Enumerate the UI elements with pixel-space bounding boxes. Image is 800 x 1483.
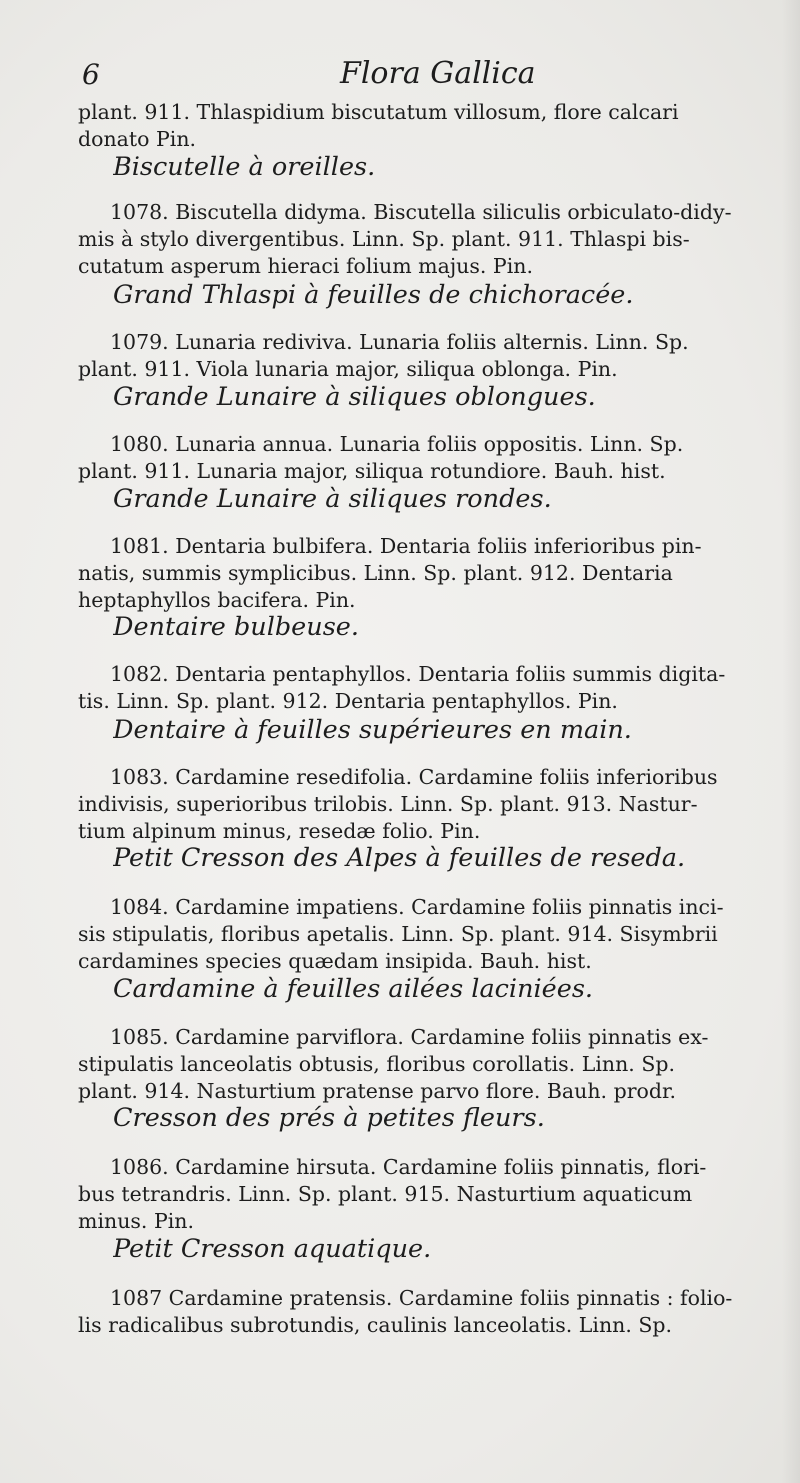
text-line: indivisis, superioribus trilobis. Linn. Sp. plant. 913. Nastur- (78, 792, 698, 816)
entry-line: 1086. Cardamine hirsuta. Cardamine foliis pinnatis, flori- (110, 1155, 707, 1179)
french-name: Grand Thlaspi à feuilles de chichoracée. (113, 280, 634, 310)
entry-line: 1079. Lunaria rediviva. Lunaria foliis alternis. Linn. Sp. (110, 330, 689, 354)
text-line: natis, summis symplicibus. Linn. Sp. plant. 912. Dentaria (78, 561, 673, 585)
entry-line: 1083. Cardamine resedifolia. Cardamine foliis inferioribus (110, 765, 718, 789)
text-line: lis radicalibus subrotundis, caulinis lanceolatis. Linn. Sp. (78, 1313, 673, 1337)
text-line: donato Pin. (78, 127, 197, 151)
text-line: bus tetrandris. Linn. Sp. plant. 915. Nasturtium aquaticum (78, 1182, 693, 1206)
french-name: Dentaire bulbeuse. (113, 612, 359, 642)
french-name: Cardamine à feuilles ailées laciniées. (113, 974, 594, 1004)
french-name: Petit Cresson aquatique. (113, 1234, 432, 1264)
text-line: tium alpinum minus, resedæ folio. Pin. (78, 819, 481, 843)
text-line: sis stipulatis, floribus apetalis. Linn. Sp. plant. 914. Sisymbrii (78, 922, 718, 946)
entry-line: 1078. Biscutella didyma. Biscutella siliculis orbiculato-didy- (110, 200, 732, 224)
entry-line: 1081. Dentaria bulbifera. Dentaria foliis inferioribus pin- (110, 534, 702, 558)
text-line: cutatum asperum hieraci folium majus. Pin. (78, 254, 534, 278)
text-line: minus. Pin. (78, 1209, 195, 1233)
text-line: plant. 911. Lunaria major, siliqua rotundiore. Bauh. hist. (78, 459, 666, 483)
text-line: plant. 911. Thlaspidium biscutatum villosum, flore calcari (78, 100, 679, 124)
entry-line: 1085. Cardamine parviflora. Cardamine foliis pinnatis ex- (110, 1025, 709, 1049)
entry-line: 1080. Lunaria annua. Lunaria foliis oppositis. Linn. Sp. (110, 432, 684, 456)
text-line: cardamines species quædam insipida. Bauh. hist. (78, 949, 592, 973)
text-line: mis à stylo divergentibus. Linn. Sp. plant. 911. Thlaspi bis- (78, 227, 690, 251)
french-name: Biscutelle à oreilles. (113, 152, 376, 182)
text-line: plant. 914. Nasturtium pratense parvo flore. Bauh. prodr. (78, 1079, 677, 1103)
french-name: Grande Lunaire à siliques rondes. (113, 484, 552, 514)
running-title: Flora Gallica (340, 56, 536, 91)
text-line: plant. 911. Viola lunaria major, siliqua oblonga. Pin. (78, 357, 618, 381)
page-number: 6 (82, 58, 100, 91)
page-header (82, 52, 782, 94)
text-line: tis. Linn. Sp. plant. 912. Dentaria pentaphyllos. Pin. (78, 689, 618, 713)
french-name: Petit Cresson des Alpes à feuilles de reseda. (113, 843, 686, 873)
french-name: Dentaire à feuilles supérieures en main. (113, 715, 632, 745)
french-name: Cresson des prés à petites fleurs. (113, 1103, 545, 1133)
text-line: stipulatis lanceolatis obtusis, floribus corollatis. Linn. Sp. (78, 1052, 676, 1076)
entry-line: 1082. Dentaria pentaphyllos. Dentaria foliis summis digita- (110, 662, 726, 686)
entry-line: 1087 Cardamine pratensis. Cardamine foliis pinnatis : folio- (110, 1286, 733, 1310)
french-name: Grande Lunaire à siliques oblongues. (113, 382, 596, 412)
text-line: heptaphyllos bacifera. Pin. (78, 588, 356, 612)
entry-line: 1084. Cardamine impatiens. Cardamine foliis pinnatis inci- (110, 895, 724, 919)
